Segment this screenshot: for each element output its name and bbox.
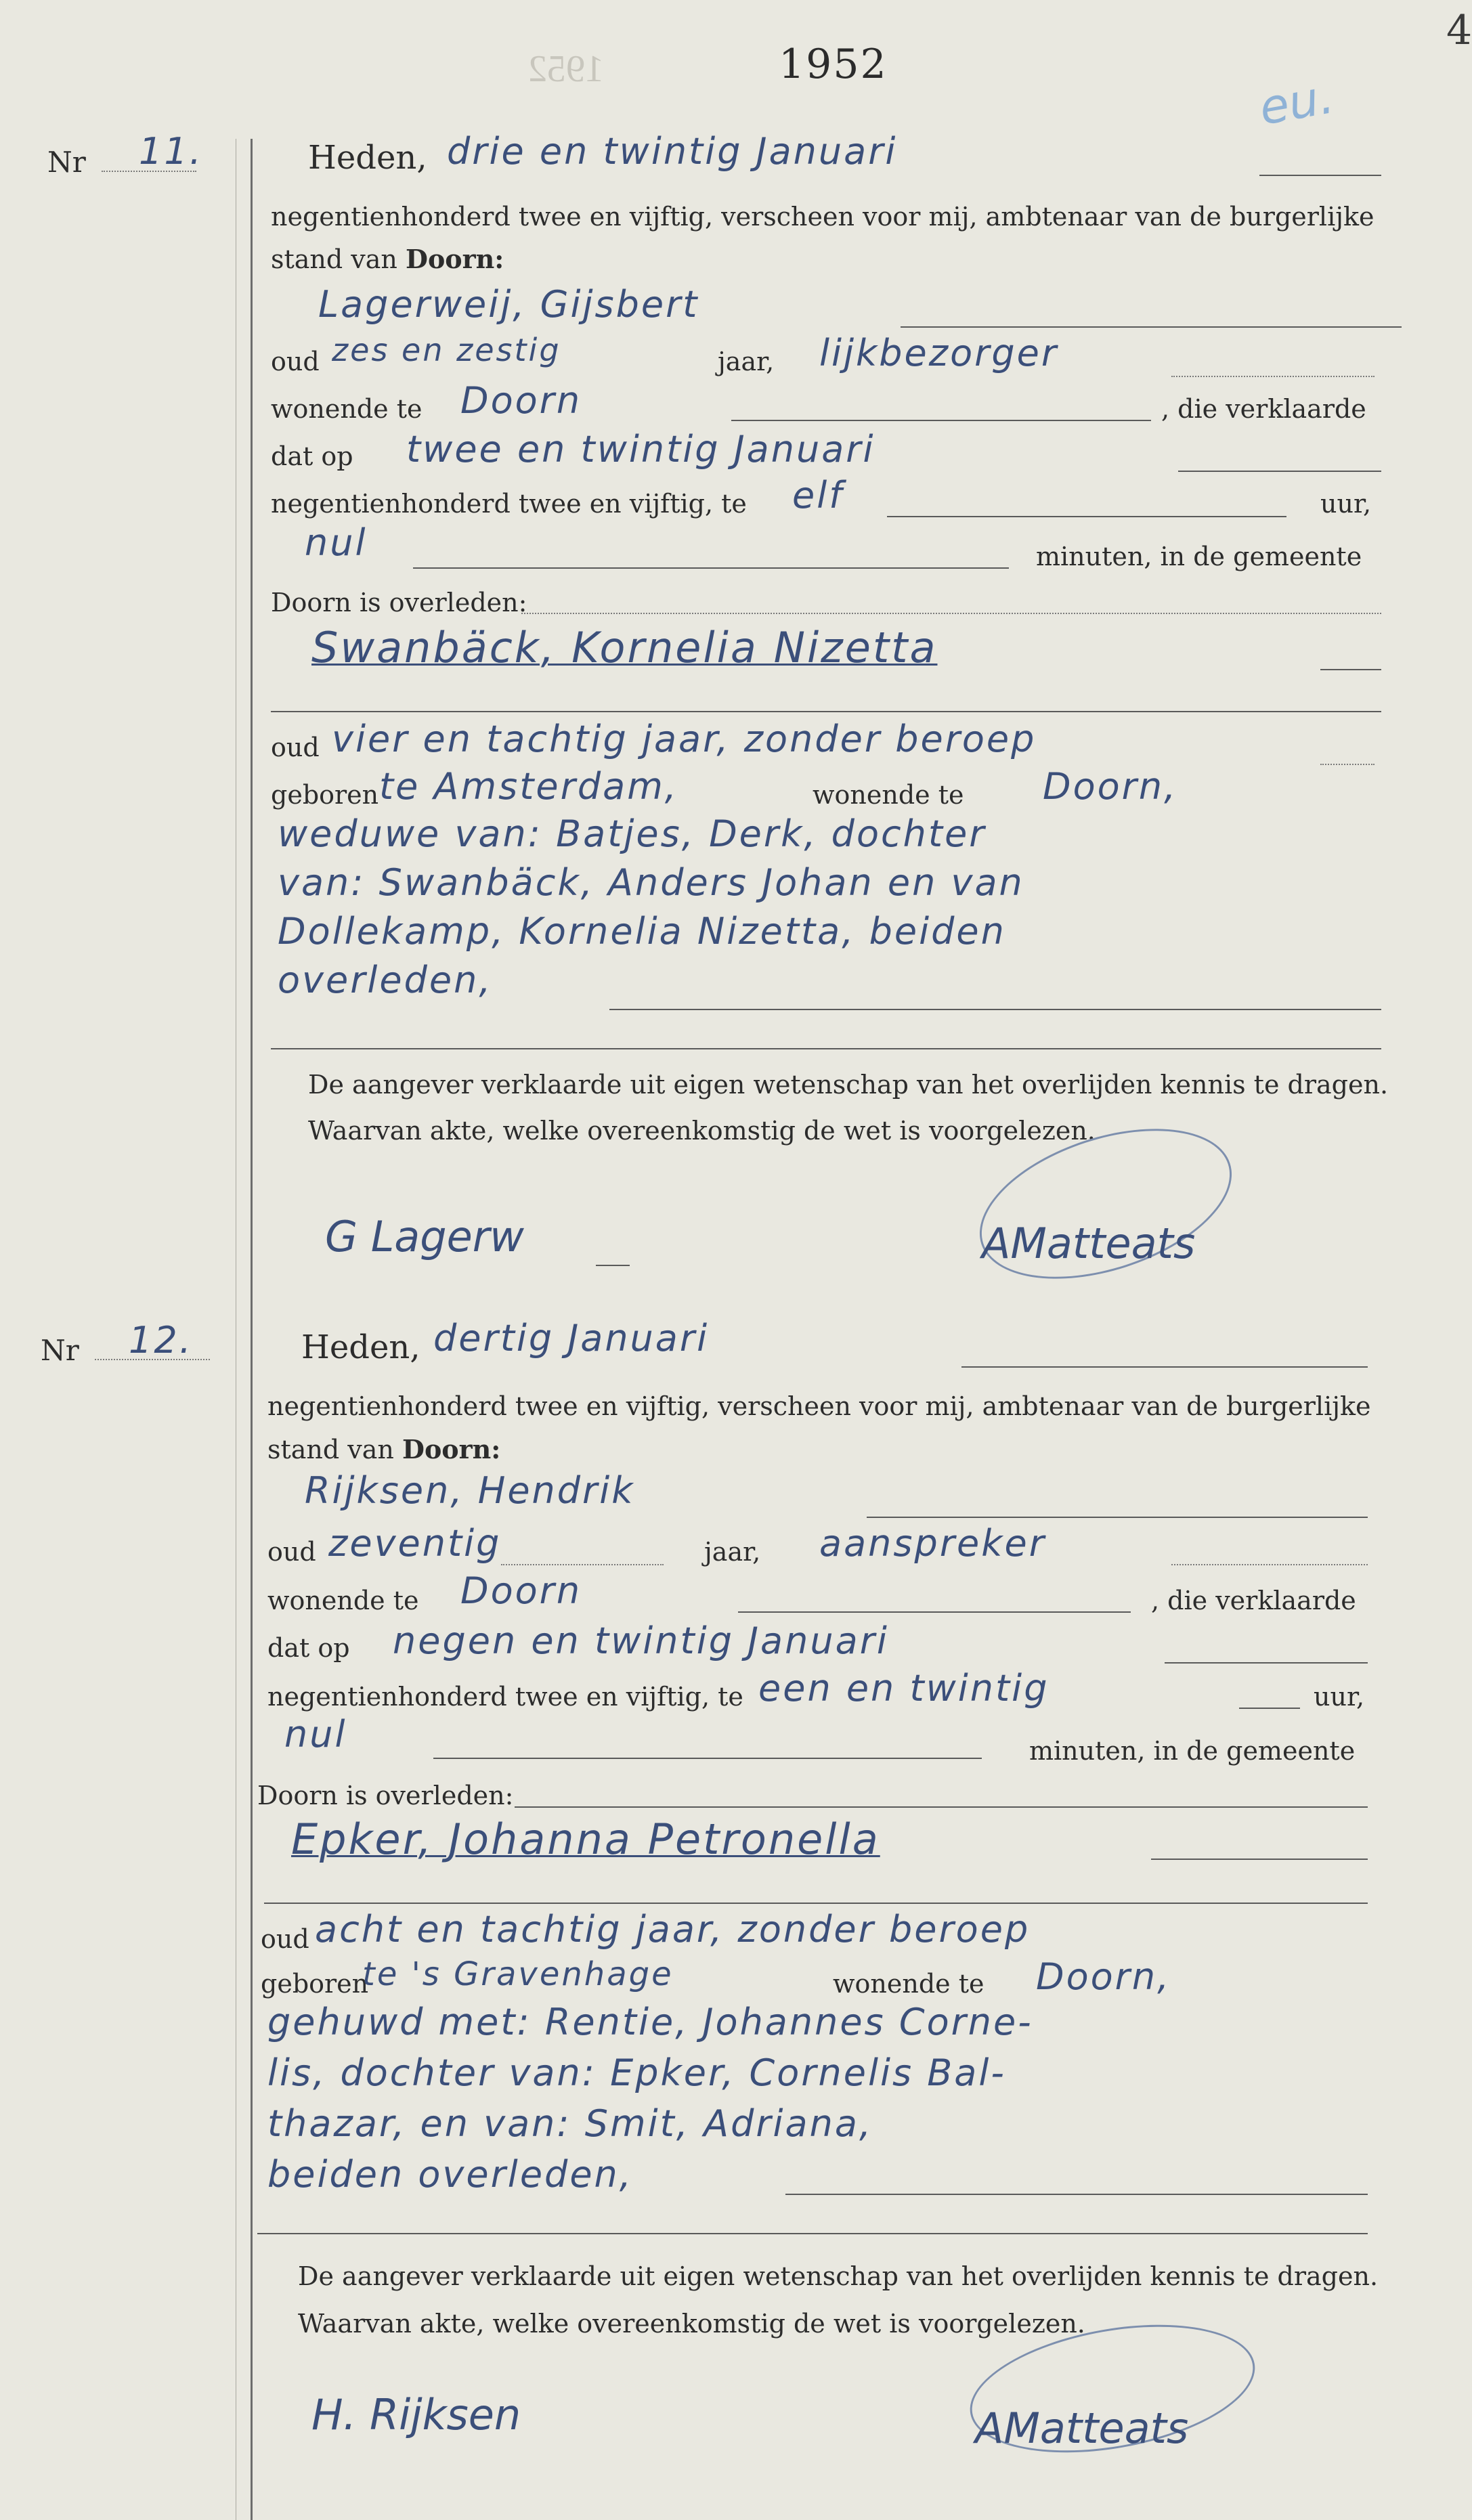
deceased-residence: Doorn, xyxy=(1036,1955,1171,1998)
oud-label: oud xyxy=(271,347,320,376)
intro-line: negentienhonderd twee en vijftig, verscheen voor mij, ambtenaar van de burgerlijke xyxy=(271,202,1374,232)
jaar-label: jaar, xyxy=(718,347,775,376)
declarant-age: zes en zestig xyxy=(332,332,561,368)
declarant-residence: Doorn xyxy=(460,379,582,422)
closing-line-2: Waarvan akte, welke overeenkomstig de wet is voorgelezen. xyxy=(298,2309,1085,2339)
oud-label: oud xyxy=(267,1537,316,1567)
deceased-name: Epker, Johanna Petronella xyxy=(291,1815,880,1864)
deceased-details-2: van: Swanbäck, Anders Johan en van xyxy=(278,861,1024,904)
rule xyxy=(1165,1662,1368,1664)
time-line-label: negentienhonderd twee en vijftig, te xyxy=(267,1682,743,1712)
dots xyxy=(1320,764,1374,765)
rule xyxy=(413,567,1009,569)
dots xyxy=(1171,1564,1368,1565)
bleed-through-year: 1952 xyxy=(528,48,604,90)
closing-line-1: De aangever verklaarde uit eigen wetenschap van het overlijden kennis te dragen. xyxy=(298,2261,1379,2291)
deceased-age: vier en tachtig jaar, zonder beroep xyxy=(332,718,1037,760)
geboren-label: geboren xyxy=(261,1969,369,1999)
declarant-name: Rijksen, Hendrik xyxy=(305,1469,635,1512)
record-nr-label: Nr xyxy=(41,1334,79,1367)
declarant-occupation: lijkbezorger xyxy=(819,332,1059,374)
death-date: negen en twintig Januari xyxy=(393,1620,889,1662)
overleden-label: Doorn is overleden: xyxy=(257,1781,514,1810)
rule xyxy=(867,1517,1368,1518)
declarant-signature: H. Rijksen xyxy=(311,2390,521,2439)
rule xyxy=(901,326,1402,328)
minuten-label: minuten, in de gemeente xyxy=(1029,1736,1356,1766)
deceased-details-4: overleden, xyxy=(278,959,493,1001)
rule xyxy=(1259,175,1381,176)
rule xyxy=(609,1009,1381,1010)
death-minutes: nul xyxy=(305,521,368,564)
intro-line: negentienhonderd twee en vijftig, verscheen voor mij, ambtenaar van de burgerlijke xyxy=(267,1391,1371,1421)
rule xyxy=(1239,1708,1300,1709)
death-date: twee en twintig Januari xyxy=(406,428,875,471)
rule xyxy=(785,2194,1368,2195)
uur-label: uur, xyxy=(1314,1682,1365,1712)
deceased-details-1: weduwe van: Batjes, Derk, dochter xyxy=(278,812,987,855)
official-signature: AMatteats xyxy=(975,2404,1189,2453)
declarant-residence: Doorn xyxy=(460,1569,582,1612)
corner-mark: eu. xyxy=(1255,68,1338,136)
deceased-details-1: gehuwd met: Rentie, Johannes Corne- xyxy=(267,2001,1033,2043)
record-date: dertig Januari xyxy=(433,1317,710,1360)
rule xyxy=(961,1366,1368,1368)
deceased-birthplace: te Amsterdam, xyxy=(379,765,678,808)
rule xyxy=(731,420,1151,421)
rule xyxy=(1178,471,1381,472)
stand-van-label: stand van xyxy=(267,1435,394,1464)
geboren-label: geboren xyxy=(271,780,379,810)
stand-van-line xyxy=(271,244,504,274)
oud-label-deceased: oud xyxy=(261,1924,309,1954)
rule xyxy=(433,1758,982,1759)
death-hour: elf xyxy=(792,474,844,517)
deceased-details-3: Dollekamp, Kornelia Nizetta, beiden xyxy=(278,910,1006,953)
declarant-name: Lagerweij, Gijsbert xyxy=(318,283,699,326)
closing-line-2: Waarvan akte, welke overeenkomstig de wet is voorgelezen. xyxy=(308,1116,1096,1146)
record-nr-label: Nr xyxy=(47,146,86,179)
rule xyxy=(271,1048,1381,1049)
rule xyxy=(1151,1859,1368,1860)
die-verklaarde-label: , die verklaarde xyxy=(1151,1586,1356,1615)
deceased-details-3: thazar, en van: Smit, Adriana, xyxy=(267,2102,873,2145)
declarant-occupation: aanspreker xyxy=(819,1522,1046,1565)
wonende-label: wonende te xyxy=(271,394,423,424)
jaar-label: jaar, xyxy=(704,1537,761,1567)
heden-label: Heden, xyxy=(308,139,427,177)
dots xyxy=(501,1564,664,1565)
page-year: 1952 xyxy=(779,41,888,88)
deceased-name: Swanbäck, Kornelia Nizetta xyxy=(311,623,938,672)
minuten-label: minuten, in de gemeente xyxy=(1036,542,1362,571)
rule xyxy=(271,711,1381,712)
death-hour: een en twintig xyxy=(758,1667,1049,1710)
record-number: 11. xyxy=(139,130,203,173)
rule xyxy=(257,2233,1368,2234)
wonende-label-deceased: wonende te xyxy=(813,780,964,810)
heden-label: Heden, xyxy=(301,1328,420,1366)
dots xyxy=(521,613,1381,614)
stand-van-line xyxy=(267,1434,500,1464)
municipality: Doorn: xyxy=(406,244,504,274)
deceased-age: acht en tachtig jaar, zonder beroep xyxy=(315,1908,1031,1951)
time-line-label: negentienhonderd twee en vijftig, te xyxy=(271,489,747,519)
wonende-label-deceased: wonende te xyxy=(833,1969,984,1999)
declarant-signature: G Lagerw xyxy=(325,1212,524,1261)
deceased-details-4: beiden overleden, xyxy=(267,2153,633,2196)
signature-dash xyxy=(596,1265,630,1266)
deceased-residence: Doorn, xyxy=(1043,765,1178,808)
death-minutes: nul xyxy=(284,1713,347,1756)
rule xyxy=(887,516,1286,517)
rule xyxy=(515,1806,1368,1808)
dots xyxy=(1171,376,1374,377)
municipality: Doorn: xyxy=(402,1434,501,1464)
rule xyxy=(264,1903,1368,1904)
official-signature: AMatteats xyxy=(982,1219,1196,1268)
deceased-details-2: lis, dochter van: Epker, Cornelis Bal- xyxy=(267,2051,1006,2094)
page-number: 4 xyxy=(1446,7,1472,54)
rule xyxy=(1320,669,1381,670)
declarant-age: zeventig xyxy=(328,1522,502,1565)
dat-op-label: dat op xyxy=(267,1633,350,1663)
dat-op-label: dat op xyxy=(271,441,353,471)
closing-line-1: De aangever verklaarde uit eigen wetenschap van het overlijden kennis te dragen. xyxy=(308,1070,1389,1100)
oud-label-deceased: oud xyxy=(271,733,320,762)
wonende-label: wonende te xyxy=(267,1586,419,1615)
deceased-birthplace: te 's Gravenhage xyxy=(362,1955,674,1993)
overleden-label: Doorn is overleden: xyxy=(271,588,527,617)
record-date: drie en twintig Januari xyxy=(447,130,898,173)
record-number: 12. xyxy=(129,1319,193,1362)
margin-line xyxy=(251,139,253,2520)
rule xyxy=(738,1611,1131,1613)
stand-van-label: stand van xyxy=(271,244,397,274)
die-verklaarde-label: , die verklaarde xyxy=(1161,394,1366,424)
uur-label: uur, xyxy=(1320,489,1372,519)
